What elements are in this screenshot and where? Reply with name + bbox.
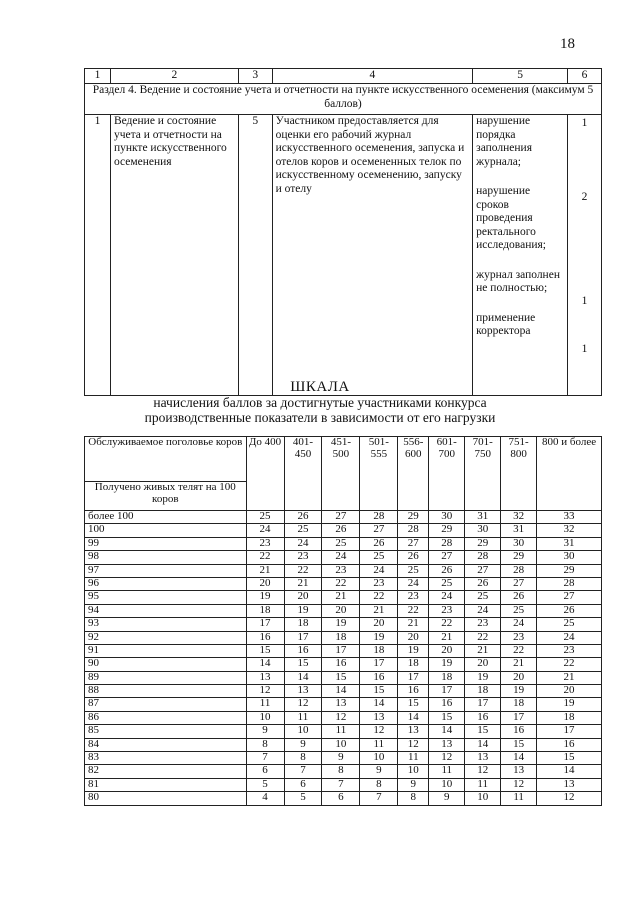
scale-cell: 24: [429, 591, 465, 604]
scale-title: ШКАЛА: [290, 379, 350, 395]
scale-cell: 23: [322, 564, 360, 577]
scale-cell: 26: [537, 604, 602, 617]
scale-cell: 13: [465, 752, 501, 765]
scale-cell: 25: [465, 591, 501, 604]
scale-cell: 26: [429, 564, 465, 577]
scale-cell: 25: [537, 618, 602, 631]
scale-row: [85, 765, 602, 778]
scale-cell: 23: [465, 618, 501, 631]
scale-row-label: 89: [85, 671, 247, 684]
scale-cell: 10: [246, 711, 284, 724]
scale-cell: 21: [465, 644, 501, 657]
scale-table: [84, 436, 602, 806]
scale-cell: 16: [284, 644, 322, 657]
scale-cell: 13: [398, 725, 429, 738]
scale-cell: 20: [537, 685, 602, 698]
scale-cell: 19: [429, 658, 465, 671]
scale-cell: 11: [322, 725, 360, 738]
col-num-4: 4: [272, 69, 473, 84]
scale-row-label: 83: [85, 752, 247, 765]
scale-cell: 21: [429, 631, 465, 644]
scale-cell: 7: [360, 792, 398, 805]
scale-row-label: 94: [85, 604, 247, 617]
scale-cell: 17: [429, 685, 465, 698]
scale-row-label: 88: [85, 685, 247, 698]
criteria-header-row: [85, 69, 602, 84]
scale-cell: 27: [465, 564, 501, 577]
scale-cell: 20: [398, 631, 429, 644]
scale-cell: 13: [429, 738, 465, 751]
scale-cell: 10: [398, 765, 429, 778]
scale-cell: 25: [501, 604, 537, 617]
scale-row-label: 93: [85, 618, 247, 631]
scale-row: [85, 591, 602, 604]
scale-row-label: 82: [85, 765, 247, 778]
scale-row: [85, 778, 602, 791]
scale-cell: 19: [537, 698, 602, 711]
scale-cell: 14: [322, 685, 360, 698]
scale-column-header: 800 и более: [537, 437, 602, 511]
scale-cell: 29: [465, 537, 501, 550]
page-number: 18: [560, 36, 575, 52]
scale-cell: 12: [501, 778, 537, 791]
scale-cell: 19: [322, 618, 360, 631]
scale-row-label: 81: [85, 778, 247, 791]
scale-column-header: 751-800: [501, 437, 537, 511]
scale-cell: 14: [398, 711, 429, 724]
scale-row-label: 85: [85, 725, 247, 738]
scale-cell: 7: [322, 778, 360, 791]
violation-scores: [568, 115, 602, 396]
scale-cell: 17: [398, 671, 429, 684]
scale-cell: 23: [429, 604, 465, 617]
scale-cell: 18: [246, 604, 284, 617]
scale-cell: 17: [360, 658, 398, 671]
scale-cell: 13: [284, 685, 322, 698]
scale-row-label: 96: [85, 577, 247, 590]
col-num-2: 2: [110, 69, 238, 84]
scale-cell: 13: [537, 778, 602, 791]
scale-cell: 24: [501, 618, 537, 631]
scale-cell: 6: [322, 792, 360, 805]
scale-cell: 20: [322, 604, 360, 617]
scale-cell: 29: [429, 524, 465, 537]
scale-cell: 15: [322, 671, 360, 684]
scale-cell: 22: [537, 658, 602, 671]
scale-row: [85, 658, 602, 671]
scale-cell: 6: [246, 765, 284, 778]
scale-cell: 22: [398, 604, 429, 617]
scale-row-label: 84: [85, 738, 247, 751]
scale-cell: 9: [360, 765, 398, 778]
scale-cell: 6: [284, 778, 322, 791]
scale-row: [85, 671, 602, 684]
scale-row-label: более 100: [85, 511, 247, 524]
scale-cell: 11: [284, 711, 322, 724]
scale-cell: 20: [246, 577, 284, 590]
scale-cell: 10: [284, 725, 322, 738]
scale-cell: 28: [465, 551, 501, 564]
scale-cell: 12: [322, 711, 360, 724]
scale-cell: 12: [284, 698, 322, 711]
scale-row: [85, 725, 602, 738]
scale-cell: 31: [501, 524, 537, 537]
criterion-name: Ведение и состояние учета и отчетности на пункте искусственного осеменения: [110, 115, 238, 396]
scale-row: [85, 792, 602, 805]
scale-cell: 9: [398, 778, 429, 791]
col-num-1: 1: [85, 69, 111, 84]
scale-cell: 7: [246, 752, 284, 765]
criteria-row: [85, 115, 602, 396]
scale-cell: 15: [398, 698, 429, 711]
scale-cell: 22: [465, 631, 501, 644]
scale-cell: 26: [501, 591, 537, 604]
scale-cell: 11: [465, 778, 501, 791]
scale-cell: 16: [360, 671, 398, 684]
scale-row-label: 97: [85, 564, 247, 577]
scale-cell: 19: [284, 604, 322, 617]
scale-cell: 28: [360, 511, 398, 524]
violation-2: нарушение сроков проведения ректального исследования;: [476, 185, 546, 251]
scale-cell: 17: [537, 725, 602, 738]
scale-cell: 32: [501, 511, 537, 524]
scale-row: [85, 511, 602, 524]
scale-cell: 24: [465, 604, 501, 617]
scale-cell: 10: [322, 738, 360, 751]
scale-cell: 17: [322, 644, 360, 657]
scale-cell: 20: [284, 591, 322, 604]
violation-1-score: 1: [581, 117, 588, 129]
scale-heading: [0, 380, 640, 425]
scale-row-label: 80: [85, 792, 247, 805]
scale-cell: 11: [246, 698, 284, 711]
scale-cell: 5: [284, 792, 322, 805]
scale-column-header: До 400: [246, 437, 284, 511]
scale-row-label: 87: [85, 698, 247, 711]
scale-row: [85, 698, 602, 711]
scale-cell: 22: [284, 564, 322, 577]
scale-cell: 20: [501, 671, 537, 684]
scale-cell: 9: [429, 792, 465, 805]
scale-row: [85, 631, 602, 644]
scale-cell: 18: [537, 711, 602, 724]
scale-row-label: 95: [85, 591, 247, 604]
scale-cell: 19: [360, 631, 398, 644]
scale-subtitle-2: производственные показатели в зависимости от его нагрузки: [144, 410, 496, 425]
scale-cell: 31: [537, 537, 602, 550]
scale-cell: 27: [360, 524, 398, 537]
scale-cell: 7: [284, 765, 322, 778]
col-num-3: 3: [238, 69, 272, 84]
scale-cell: 24: [537, 631, 602, 644]
scale-subtitle-1: начисления баллов за достигнутые участниками конкурса: [153, 395, 487, 410]
scale-cell: 30: [429, 511, 465, 524]
scale-row: [85, 752, 602, 765]
scale-column-header: 601-700: [429, 437, 465, 511]
scale-row-label: 98: [85, 551, 247, 564]
scale-cell: 15: [537, 752, 602, 765]
scale-cell: 18: [465, 685, 501, 698]
scale-cell: 10: [360, 752, 398, 765]
scale-cell: 11: [501, 792, 537, 805]
scale-cell: 14: [465, 738, 501, 751]
violation-2-score: 2: [581, 191, 588, 203]
scale-cell: 31: [465, 511, 501, 524]
scale-column-header: 401-450: [284, 437, 322, 511]
scale-cell: 25: [246, 511, 284, 524]
scale-cell: 12: [398, 738, 429, 751]
scale-row: [85, 644, 602, 657]
scale-cell: 8: [284, 752, 322, 765]
scale-cell: 33: [537, 511, 602, 524]
scale-cell: 8: [246, 738, 284, 751]
scale-cell: 30: [465, 524, 501, 537]
scale-cell: 19: [465, 671, 501, 684]
scale-cell: 15: [429, 711, 465, 724]
scale-cell: 18: [284, 618, 322, 631]
scale-row: [85, 537, 602, 550]
scale-column-header: 556-600: [398, 437, 429, 511]
scale-cell: 16: [398, 685, 429, 698]
criterion-description: Участником предоставляется для оценки его рабочий журнал искусственного осеменения, запуска и отелов коров и осемененных телок по искусственному осеменению, запуску и отелу: [272, 115, 473, 396]
scale-cell: 14: [360, 698, 398, 711]
scale-cell: 25: [322, 537, 360, 550]
violation-4: применение корректора: [476, 311, 536, 337]
scale-cell: 18: [429, 671, 465, 684]
scale-cell: 20: [429, 644, 465, 657]
scale-cell: 13: [322, 698, 360, 711]
scale-cell: 18: [501, 698, 537, 711]
scale-cell: 19: [398, 644, 429, 657]
scale-row: [85, 524, 602, 537]
scale-row-label: 92: [85, 631, 247, 644]
scale-cell: 28: [429, 537, 465, 550]
scale-cell: 32: [537, 524, 602, 537]
scale-cell: 23: [246, 537, 284, 550]
scale-cell: 21: [501, 658, 537, 671]
scale-cell: 30: [501, 537, 537, 550]
scale-cell: 28: [537, 577, 602, 590]
scale-row: [85, 618, 602, 631]
scale-cell: 18: [322, 631, 360, 644]
scale-cell: 22: [429, 618, 465, 631]
violation-3-score: 1: [581, 295, 588, 307]
scale-cell: 16: [465, 711, 501, 724]
scale-cell: 16: [501, 725, 537, 738]
scale-cell: 14: [246, 658, 284, 671]
col-num-5: 5: [473, 69, 568, 84]
scale-cell: 8: [360, 778, 398, 791]
scale-cell: 24: [398, 577, 429, 590]
scale-cell: 25: [284, 524, 322, 537]
scale-cell: 27: [398, 537, 429, 550]
scale-cell: 13: [501, 765, 537, 778]
scale-cell: 21: [537, 671, 602, 684]
scale-cell: 18: [360, 644, 398, 657]
scale-row-label: 86: [85, 711, 247, 724]
violation-1: нарушение порядка заполнения журнала;: [476, 115, 532, 168]
scale-cell: 17: [246, 618, 284, 631]
scale-cell: 23: [398, 591, 429, 604]
scale-cell: 15: [501, 738, 537, 751]
scale-cell: 14: [537, 765, 602, 778]
scale-cell: 27: [501, 577, 537, 590]
scale-row: [85, 685, 602, 698]
scale-cell: 24: [246, 524, 284, 537]
scale-cell: 21: [360, 604, 398, 617]
scale-cell: 15: [284, 658, 322, 671]
criterion-max: 5: [238, 115, 272, 396]
scale-cell: 15: [465, 725, 501, 738]
scale-cell: 26: [360, 537, 398, 550]
scale-cell: 28: [501, 564, 537, 577]
scale-cell: 22: [246, 551, 284, 564]
scale-cell: 26: [322, 524, 360, 537]
scale-row: [85, 711, 602, 724]
scale-row: [85, 738, 602, 751]
scale-cell: 11: [360, 738, 398, 751]
scale-cell: 21: [322, 591, 360, 604]
scale-row: [85, 604, 602, 617]
scale-cell: 23: [360, 577, 398, 590]
scale-row: [85, 577, 602, 590]
scale-cell: 12: [429, 752, 465, 765]
scale-cell: 27: [537, 591, 602, 604]
scale-cell: 30: [537, 551, 602, 564]
scale-cell: 8: [322, 765, 360, 778]
scale-cell: 16: [246, 631, 284, 644]
scale-cell: 23: [537, 644, 602, 657]
scale-cell: 14: [501, 752, 537, 765]
scale-cell: 12: [537, 792, 602, 805]
scale-cell: 25: [360, 551, 398, 564]
scale-cell: 29: [501, 551, 537, 564]
scale-cell: 29: [398, 511, 429, 524]
scale-cell: 10: [429, 778, 465, 791]
scale-cell: 13: [246, 671, 284, 684]
scale-cell: 11: [429, 765, 465, 778]
scale-row-label: 90: [85, 658, 247, 671]
scale-cell: 24: [284, 537, 322, 550]
scale-cell: 16: [429, 698, 465, 711]
scale-cell: 22: [501, 644, 537, 657]
scale-header-row: [85, 437, 602, 482]
scale-cell: 16: [322, 658, 360, 671]
scale-cell: 9: [322, 752, 360, 765]
scale-cell: 13: [360, 711, 398, 724]
scale-cell: 18: [398, 658, 429, 671]
scale-cell: 27: [429, 551, 465, 564]
scale-cell: 4: [246, 792, 284, 805]
scale-cell: 21: [284, 577, 322, 590]
col-num-6: 6: [568, 69, 602, 84]
violation-3: журнал заполнен не полностью;: [476, 268, 560, 294]
scale-cell: 8: [398, 792, 429, 805]
scale-cell: 12: [360, 725, 398, 738]
scale-cell: 12: [246, 685, 284, 698]
scale-row: [85, 551, 602, 564]
scale-column-header: 701-750: [465, 437, 501, 511]
scale-corner-top: Обслуживаемое поголовье коров: [85, 437, 247, 482]
scale-cell: 16: [537, 738, 602, 751]
scale-row-label: 91: [85, 644, 247, 657]
violation-4-score: 1: [581, 343, 588, 355]
scale-row-label: 99: [85, 537, 247, 550]
scale-cell: 24: [360, 564, 398, 577]
criteria-table: [84, 68, 602, 396]
scale-cell: 12: [465, 765, 501, 778]
scale-cell: 22: [360, 591, 398, 604]
scale-cell: 23: [284, 551, 322, 564]
scale-cell: 14: [284, 671, 322, 684]
scale-cell: 21: [246, 564, 284, 577]
scale-cell: 15: [246, 644, 284, 657]
scale-cell: 14: [429, 725, 465, 738]
row-num: 1: [85, 115, 111, 396]
scale-cell: 23: [501, 631, 537, 644]
scale-corner-bottom: Получено живых телят на 100 коров: [85, 482, 247, 511]
scale-cell: 17: [501, 711, 537, 724]
scale-column-header: 451-500: [322, 437, 360, 511]
section-title: Раздел 4. Ведение и состояние учета и отчетности на пункте искусственного осеменения (максимум 5 баллов): [85, 84, 602, 115]
scale-cell: 26: [465, 577, 501, 590]
scale-cell: 19: [246, 591, 284, 604]
scale-cell: 26: [284, 511, 322, 524]
scale-cell: 9: [284, 738, 322, 751]
scale-cell: 27: [322, 511, 360, 524]
scale-cell: 17: [465, 698, 501, 711]
scale-cell: 22: [322, 577, 360, 590]
scale-cell: 29: [537, 564, 602, 577]
scale-row: [85, 564, 602, 577]
scale-cell: 17: [284, 631, 322, 644]
scale-cell: 11: [398, 752, 429, 765]
scale-cell: 9: [246, 725, 284, 738]
scale-cell: 5: [246, 778, 284, 791]
scale-cell: 25: [429, 577, 465, 590]
scale-cell: 15: [360, 685, 398, 698]
scale-cell: 28: [398, 524, 429, 537]
scale-cell: 21: [398, 618, 429, 631]
scale-cell: 20: [465, 658, 501, 671]
scale-cell: 26: [398, 551, 429, 564]
violations-cell: [473, 115, 568, 396]
scale-cell: 25: [398, 564, 429, 577]
scale-cell: 24: [322, 551, 360, 564]
scale-column-header: 501-555: [360, 437, 398, 511]
scale-cell: 19: [501, 685, 537, 698]
scale-row-label: 100: [85, 524, 247, 537]
scale-cell: 20: [360, 618, 398, 631]
scale-cell: 10: [465, 792, 501, 805]
